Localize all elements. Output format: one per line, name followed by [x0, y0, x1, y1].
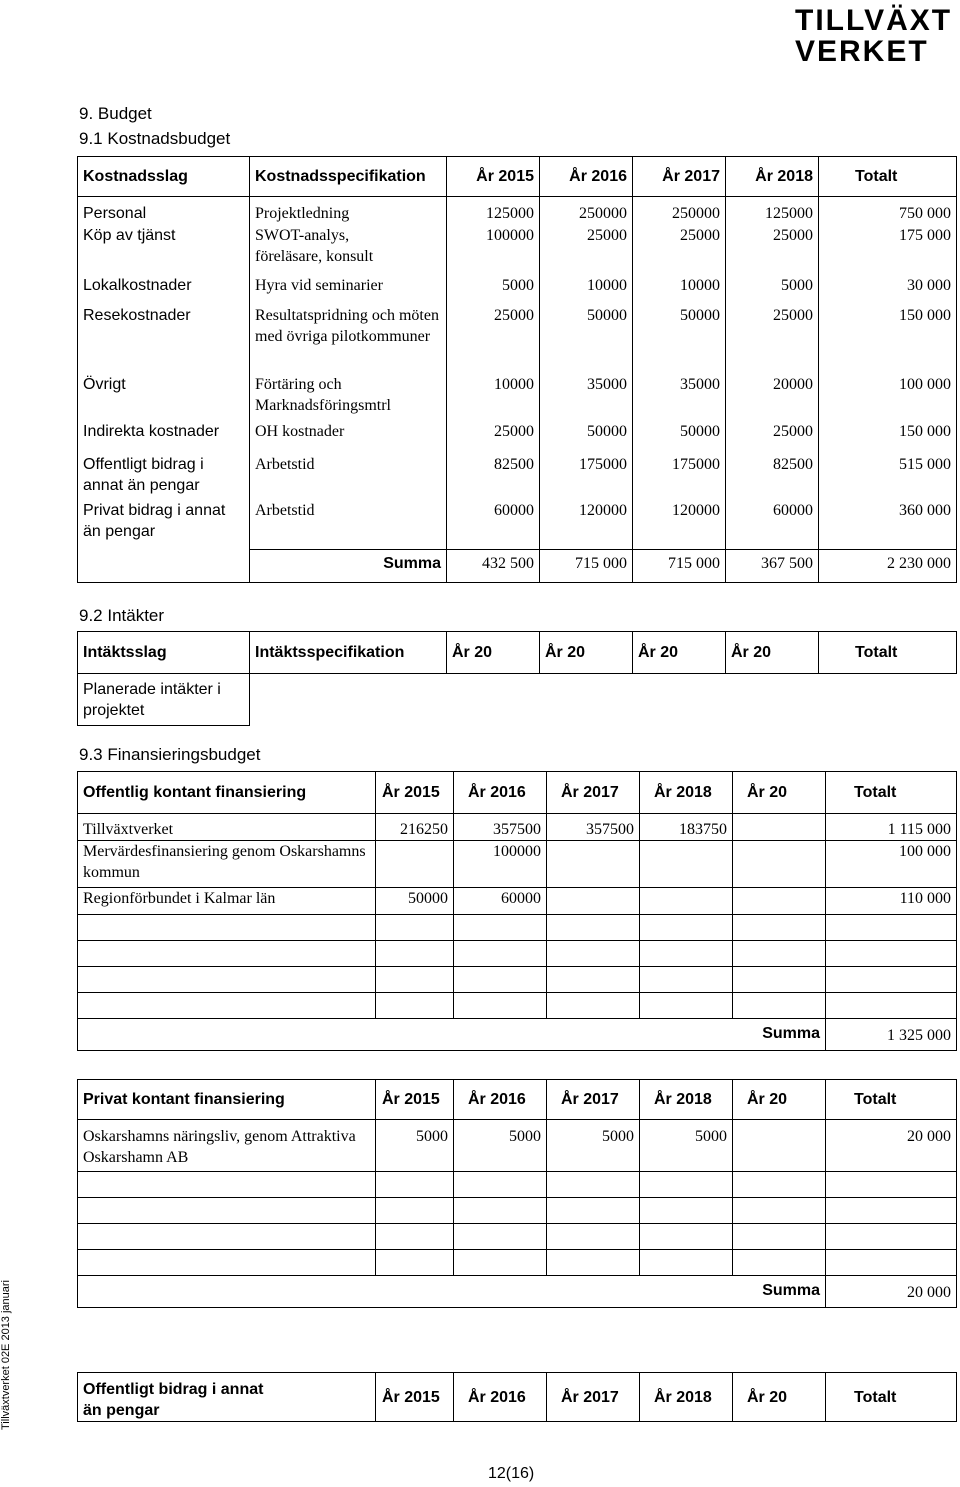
private-header-y2016: År 2016: [454, 1080, 547, 1120]
private-header-row: [78, 1080, 957, 1120]
income-header-y2: År 20: [540, 632, 633, 674]
row-value: 125000: [447, 197, 540, 225]
heading-budget: 9. Budget: [79, 104, 152, 123]
fin-row-value: [733, 1120, 826, 1172]
fin-row-name: Tillväxtverket: [78, 814, 376, 841]
summa-label: Summa: [250, 550, 447, 583]
row-value: 50000: [540, 305, 633, 374]
fin-row-value: [733, 841, 826, 888]
row-value: 125000: [726, 197, 819, 225]
row-value: 250000: [540, 197, 633, 225]
table-row: [78, 500, 957, 550]
empty-cell: [640, 941, 733, 967]
empty-cell: [376, 993, 454, 1019]
private-header-label: Privat kontant finansiering: [78, 1080, 376, 1120]
cost-table: [77, 156, 957, 583]
fin-row-value: [547, 841, 640, 888]
row-type: Köp av tjänst: [78, 225, 250, 275]
private-header-y2015: År 2015: [376, 1080, 454, 1120]
row-value: 35000: [633, 374, 726, 421]
fin-row-total: 1 115 000: [826, 814, 957, 841]
nonmoney-header-y2016: År 2016: [454, 1373, 547, 1422]
empty-cell: [547, 915, 640, 941]
income-header-y3: År 20: [633, 632, 726, 674]
fin-row-value: 357500: [547, 814, 640, 841]
summa-empty: [78, 550, 250, 583]
row-total: 175 000: [819, 225, 957, 275]
empty-cell: [78, 967, 376, 993]
empty-cell: [540, 674, 633, 726]
row-total: 150 000: [819, 305, 957, 374]
empty-cell: [376, 1224, 454, 1250]
private-header-y2018: År 2018: [640, 1080, 733, 1120]
nonmoney-header-label: Offentligt bidrag i annat än pengar: [78, 1373, 376, 1422]
row-value: 5000: [726, 275, 819, 305]
public-header-totalt: Totalt: [826, 772, 957, 814]
empty-cell: [640, 915, 733, 941]
vertical-footer-text: Tillväxtverket 02E 2013 januari: [0, 1279, 12, 1430]
empty-cell: [640, 1198, 733, 1224]
row-value: 10000: [447, 374, 540, 421]
private-header-y2017: År 2017: [547, 1080, 640, 1120]
summa-total: 2 230 000: [819, 550, 957, 583]
row-total: 100 000: [819, 374, 957, 421]
empty-cell: [454, 1198, 547, 1224]
income-header-spec: Intäktsspecifikation: [250, 632, 447, 674]
row-total: 515 000: [819, 451, 957, 500]
fin-row-value: 183750: [640, 814, 733, 841]
empty-cell: [78, 1276, 376, 1308]
fin-row-value: 5000: [454, 1120, 547, 1172]
fin-row-value: 100000: [454, 841, 547, 888]
empty-cell: [819, 674, 957, 726]
empty-cell: [454, 1250, 547, 1276]
row-value: 10000: [633, 275, 726, 305]
empty-cell: [454, 967, 547, 993]
row-type: Offentligt bidrag i annat än pengar: [78, 451, 250, 500]
table-row: [78, 1250, 957, 1276]
fin-row-value: 216250: [376, 814, 454, 841]
fin-row-name: Regionförbundet i Kalmar län: [78, 888, 376, 915]
income-row-label: Planerade intäkter i projektet: [78, 674, 250, 726]
nonmoney-header-totalt: Totalt: [826, 1373, 957, 1422]
empty-cell: [640, 1019, 733, 1051]
empty-cell: [78, 1172, 376, 1198]
cost-header-y2016: År 2016: [540, 157, 633, 197]
row-value: 100000: [447, 225, 540, 275]
row-value: 5000: [447, 275, 540, 305]
fin-row-value: [376, 841, 454, 888]
empty-cell: [78, 1224, 376, 1250]
empty-cell: [376, 1172, 454, 1198]
summa-label: Summa: [733, 1019, 826, 1051]
public-nonmoney-table: [77, 1372, 957, 1422]
public-header-y20: År 20: [733, 772, 826, 814]
row-value: 250000: [633, 197, 726, 225]
empty-cell: [826, 967, 957, 993]
fin-row-value: 5000: [640, 1120, 733, 1172]
row-value: 25000: [540, 225, 633, 275]
empty-cell: [547, 1172, 640, 1198]
empty-cell: [733, 1250, 826, 1276]
table-row: [78, 888, 957, 915]
empty-cell: [733, 1172, 826, 1198]
empty-cell: [376, 967, 454, 993]
row-value: 25000: [447, 305, 540, 374]
fin-row-name: Mervärdesfinansiering genom Oskarshamns kommun: [78, 841, 376, 888]
empty-cell: [733, 1224, 826, 1250]
empty-cell: [640, 993, 733, 1019]
income-header-row: [78, 632, 957, 674]
table-row: [78, 814, 957, 841]
empty-cell: [733, 1198, 826, 1224]
empty-cell: [733, 941, 826, 967]
fin-row-value: [733, 888, 826, 915]
empty-cell: [733, 915, 826, 941]
empty-cell: [547, 1019, 640, 1051]
private-header-y20: År 20: [733, 1080, 826, 1120]
public-header-y2016: År 2016: [454, 772, 547, 814]
row-value: 25000: [726, 305, 819, 374]
row-value: 10000: [540, 275, 633, 305]
empty-cell: [454, 1172, 547, 1198]
table-row: [78, 451, 957, 500]
empty-cell: [826, 941, 957, 967]
empty-cell: [640, 1250, 733, 1276]
heading-intakter: 9.2 Intäkter: [79, 606, 165, 625]
row-value: 60000: [447, 500, 540, 550]
row-type: Resekostnader: [78, 305, 250, 374]
empty-cell: [547, 967, 640, 993]
logo-line-2: VERKET: [795, 35, 929, 68]
row-spec: Arbetstid: [250, 500, 447, 550]
public-header-label: Offentlig kontant finansiering: [78, 772, 376, 814]
row-value: 25000: [633, 225, 726, 275]
fin-row-total: 100 000: [826, 841, 957, 888]
empty-cell: [454, 1276, 547, 1308]
private-header-totalt: Totalt: [826, 1080, 957, 1120]
table-row: [78, 967, 957, 993]
empty-cell: [78, 941, 376, 967]
heading-finansiering: 9.3 Finansieringsbudget: [79, 745, 261, 764]
public-header-row: [78, 772, 957, 814]
empty-cell: [250, 674, 447, 726]
fin-row-value: 357500: [454, 814, 547, 841]
row-total: 30 000: [819, 275, 957, 305]
empty-cell: [826, 1198, 957, 1224]
summa-total: 20 000: [826, 1276, 957, 1308]
table-row: [78, 305, 957, 374]
summa-value: 715 000: [540, 550, 633, 583]
empty-cell: [547, 1198, 640, 1224]
summa-total: 1 325 000: [826, 1019, 957, 1051]
fin-row-name: Oskarshamns näringsliv, genom Attraktiva Oskarshamn AB: [78, 1120, 376, 1172]
empty-cell: [633, 674, 726, 726]
summa-value: 432 500: [447, 550, 540, 583]
empty-cell: [376, 1276, 454, 1308]
empty-cell: [78, 1019, 376, 1051]
empty-cell: [376, 1019, 454, 1051]
cost-header-totalt: Totalt: [819, 157, 957, 197]
table-row: [78, 1198, 957, 1224]
public-header-y2017: År 2017: [547, 772, 640, 814]
table-row: [78, 1120, 957, 1172]
row-spec: Förtäring och Marknadsföringsmtrl: [250, 374, 447, 421]
empty-cell: [376, 941, 454, 967]
row-total: 750 000: [819, 197, 957, 225]
income-table: [77, 631, 957, 726]
empty-cell: [547, 1276, 640, 1308]
row-value: 82500: [726, 451, 819, 500]
empty-cell: [826, 1172, 957, 1198]
row-total: 360 000: [819, 500, 957, 550]
table-row: [78, 225, 957, 275]
tillvaxtverket-logo: [795, 5, 955, 67]
row-type: Lokalkostnader: [78, 275, 250, 305]
fin-row-value: [640, 841, 733, 888]
empty-cell: [454, 915, 547, 941]
table-row: [78, 841, 957, 888]
income-header-y4: År 20: [726, 632, 819, 674]
empty-cell: [547, 993, 640, 1019]
cost-header-row: [78, 157, 957, 197]
table-row: [78, 993, 957, 1019]
empty-cell: [826, 915, 957, 941]
cost-header-y2017: År 2017: [633, 157, 726, 197]
heading-kostnadsbudget: 9.1 Kostnadsbudget: [79, 129, 231, 148]
row-type: Övrigt: [78, 374, 250, 421]
row-value: 175000: [633, 451, 726, 500]
row-spec: Hyra vid seminarier: [250, 275, 447, 305]
fin-row-value: 5000: [376, 1120, 454, 1172]
empty-cell: [454, 941, 547, 967]
nonmoney-header-row: [78, 1373, 957, 1422]
summa-value: 367 500: [726, 550, 819, 583]
row-value: 25000: [447, 421, 540, 451]
fin-row-value: 5000: [547, 1120, 640, 1172]
empty-cell: [826, 1224, 957, 1250]
income-header-y1: År 20: [447, 632, 540, 674]
private-financing-table: [77, 1079, 957, 1308]
empty-cell: [447, 674, 540, 726]
empty-cell: [733, 993, 826, 1019]
nonmoney-header-y2015: År 2015: [376, 1373, 454, 1422]
empty-cell: [547, 941, 640, 967]
empty-cell: [376, 915, 454, 941]
summa-value: 715 000: [633, 550, 726, 583]
row-total: 150 000: [819, 421, 957, 451]
row-value: 60000: [726, 500, 819, 550]
nonmoney-header-y2018: År 2018: [640, 1373, 733, 1422]
empty-cell: [640, 1224, 733, 1250]
summa-row: [78, 1276, 957, 1308]
empty-cell: [454, 993, 547, 1019]
table-row: [78, 421, 957, 451]
cost-header-y2018: År 2018: [726, 157, 819, 197]
row-spec: Resultatspridning och möten med övriga pilotkommuner: [250, 305, 447, 374]
empty-cell: [78, 1250, 376, 1276]
row-value: 120000: [540, 500, 633, 550]
row-value: 50000: [540, 421, 633, 451]
table-row: [78, 374, 957, 421]
row-spec: Projektledning: [250, 197, 447, 225]
fin-row-value: [733, 814, 826, 841]
empty-cell: [640, 967, 733, 993]
row-type: Personal: [78, 197, 250, 225]
empty-cell: [454, 1019, 547, 1051]
empty-cell: [376, 1198, 454, 1224]
row-type: Privat bidrag i annat än pengar: [78, 500, 250, 550]
row-spec: OH kostnader: [250, 421, 447, 451]
fin-row-value: [547, 888, 640, 915]
empty-cell: [733, 967, 826, 993]
table-row: [78, 1224, 957, 1250]
public-financing-table: [77, 771, 957, 1051]
empty-cell: [376, 1250, 454, 1276]
row-value: 175000: [540, 451, 633, 500]
public-header-y2018: År 2018: [640, 772, 733, 814]
page-number: 12(16): [488, 1465, 535, 1482]
empty-cell: [726, 674, 819, 726]
row-value: 25000: [726, 421, 819, 451]
row-value: 82500: [447, 451, 540, 500]
summa-label: Summa: [733, 1276, 826, 1308]
row-spec: SWOT-analys, föreläsare, konsult: [250, 225, 447, 275]
fin-row-value: [640, 888, 733, 915]
row-value: 50000: [633, 421, 726, 451]
empty-cell: [547, 1224, 640, 1250]
empty-cell: [640, 1172, 733, 1198]
public-header-y2015: År 2015: [376, 772, 454, 814]
income-header-totalt: Totalt: [819, 632, 957, 674]
summa-row: [78, 1019, 957, 1051]
table-row: [78, 674, 957, 726]
table-row: [78, 915, 957, 941]
fin-row-total: 110 000: [826, 888, 957, 915]
row-spec: Arbetstid: [250, 451, 447, 500]
empty-cell: [454, 1224, 547, 1250]
income-header-intaktsslag: Intäktsslag: [78, 632, 250, 674]
table-row: [78, 197, 957, 225]
empty-cell: [78, 915, 376, 941]
logo-line-1: TILLVÄXT: [795, 4, 953, 37]
nonmoney-header-y2017: År 2017: [547, 1373, 640, 1422]
empty-cell: [640, 1276, 733, 1308]
row-value: 35000: [540, 374, 633, 421]
fin-row-value: 50000: [376, 888, 454, 915]
summa-row: [78, 550, 957, 583]
empty-cell: [826, 1250, 957, 1276]
empty-cell: [826, 993, 957, 1019]
empty-cell: [78, 993, 376, 1019]
table-row: [78, 1172, 957, 1198]
row-type: Indirekta kostnader: [78, 421, 250, 451]
cost-header-kostnadsslag: Kostnadsslag: [78, 157, 250, 197]
row-value: 20000: [726, 374, 819, 421]
nonmoney-header-y20: År 20: [733, 1373, 826, 1422]
row-value: 50000: [633, 305, 726, 374]
fin-row-total: 20 000: [826, 1120, 957, 1172]
row-value: 120000: [633, 500, 726, 550]
row-value: 25000: [726, 225, 819, 275]
empty-cell: [78, 1198, 376, 1224]
table-row: [78, 275, 957, 305]
empty-cell: [547, 1250, 640, 1276]
table-row: [78, 941, 957, 967]
cost-header-spec: Kostnadsspecifikation: [250, 157, 447, 197]
fin-row-value: 60000: [454, 888, 547, 915]
cost-header-y2015: År 2015: [447, 157, 540, 197]
